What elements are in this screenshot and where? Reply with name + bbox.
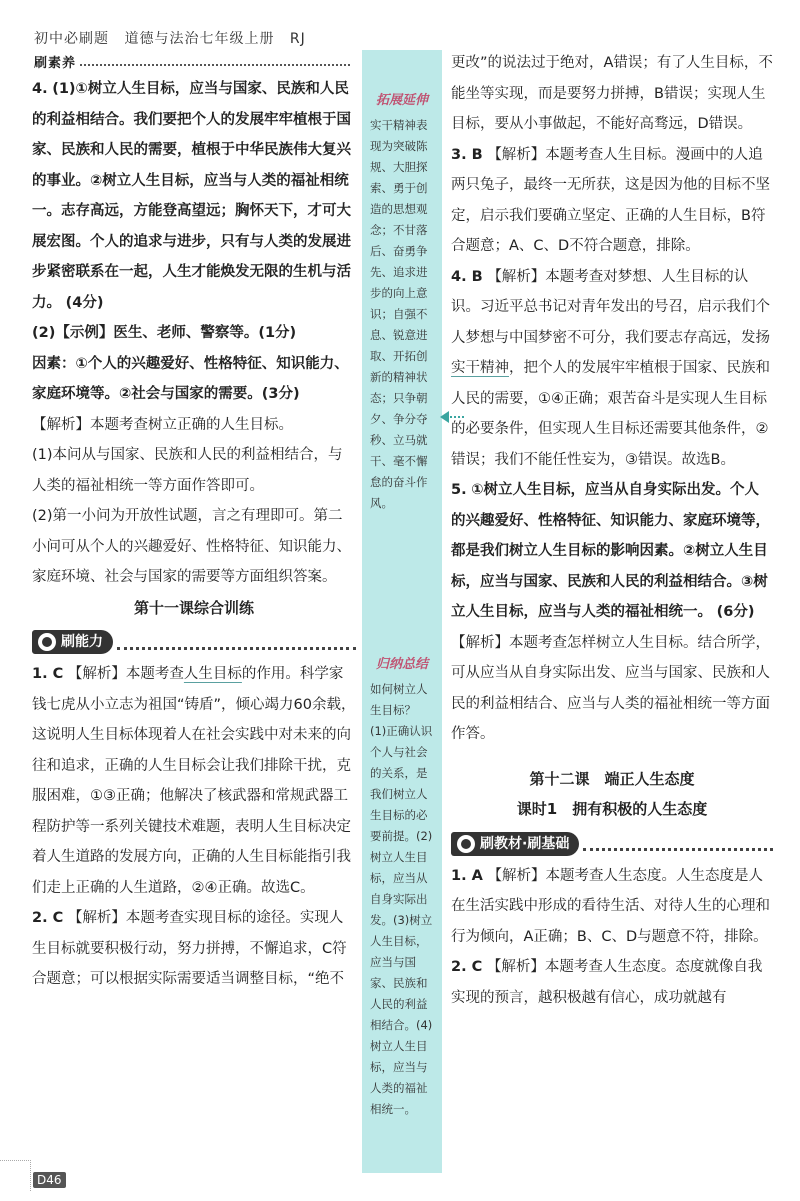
analysis-text: ，把个人的发展牢牢植根于国家、民族和人民的需要，①④正确；艰苦奋斗是实现人生目标的必要条件，但实现人生目标还需要其他条件，②错误；我们不能任性妄为，③错误。故选B。 — [451, 360, 770, 468]
q4-answer — [451, 262, 773, 476]
badge-icon — [38, 633, 56, 651]
answer-text: 因素：①个人的兴趣爱好、性格特征、知识能力、家庭环境等。②社会与国家的需要。(3分) — [32, 355, 349, 402]
answer-text: (1)①树立人生目标，应当与国家、民族和人民的利益相结合。我们要把个人的发展牢牢植根于国家、民族和人民的需要，植根于中华民族伟大复兴的事业。②树立人生目标，应当与人类的福祉相统一。志存高远，方能登高望远；胸怀天下，才可大展宏图。个人的追求与进步，只有与人类的发展进步紧密联系在一起，人生才能焕发无限的生机与活力。 — [32, 81, 351, 311]
banner-label: 刷能力 — [61, 634, 103, 650]
analysis-text: (2)第一小问为开放性试题，言之有理即可。第二小问可从个人的兴趣爱好、性格特征、知识能力、家庭环境、社会与国家的需要等方面组织答案。 — [32, 508, 351, 585]
question-number: 5. — [451, 482, 467, 498]
q3-answer — [451, 140, 773, 262]
highlight-term: 实干精神 — [451, 360, 509, 376]
analysis-text: 【解析】本题考查人生态度。人生态度是人在生活实践中形成的看待生活、对待人生的心理和行为倾向，A正确；B、C、D与题意不符，排除。 — [451, 867, 770, 945]
q4-answer — [32, 74, 356, 318]
banner-label: 刷教材·刷基础 — [480, 835, 570, 852]
lesson-title: 第十二课 端正人生态度 — [529, 769, 695, 788]
series-name: 初中必刷题 — [34, 31, 109, 47]
corner-mark — [0, 1160, 31, 1191]
banner-badge — [32, 630, 113, 654]
question-number: 1. A — [451, 867, 483, 884]
q2-answer — [32, 903, 356, 995]
b2-answer — [451, 952, 773, 1013]
question-number: 2. C — [451, 959, 483, 975]
side-title-summary: 归纳总结 — [375, 657, 428, 672]
dotted-divider — [583, 836, 773, 851]
question-number: 1. C — [32, 666, 64, 682]
edition-label: RJ — [289, 31, 306, 47]
question-number: 4. — [32, 81, 48, 97]
highlight-term: 人生目标 — [183, 666, 242, 682]
side-text-summary: (1)正确认识个人与社会的关系，是我们树立人生目标的必要前提。(2)树立人生目标，应当从自身实际出发。(3)树立人生目标，应当与国家、民族和人民的利益相结合。(4)树立人生目标，应当与人类的福祉相统一。 — [370, 724, 433, 1116]
analysis-text: 【解析】本题考查对梦想、人生目标的认识。习近平总书记对青年发出的号召，启示我们个人梦想与中国梦密不可分，我们要志存高远，发扬 — [451, 268, 770, 346]
score: (4分) — [65, 294, 104, 311]
analysis-text: (1)本问从与国家、民族和人民的利益相结合，与人类的福祉相统一等方面作答即可。 — [32, 447, 343, 494]
banner-badge — [451, 832, 579, 856]
lesson-title: 第十一课综合训练 — [133, 598, 254, 617]
score: (6分) — [716, 604, 755, 620]
right-column — [451, 48, 773, 1013]
analysis-text: 【解析】本题考查树立正确的人生目标。 — [32, 416, 293, 433]
analysis-text: 的作用。科学家钱七虎从小立志为祖国“铸盾”，倾心竭力60余载，这说明人生目标体现着人在社会实践中对未来的向往和追求，正确的人生目标会让我们排除干扰，克服困难，①③正确；他解决了核武器和常规武器工程防护等一系列关键技术难题，表明人生目标决定着人生道路的发展方向，正确的人生目标能指引我们走上正确的人生道路，②④正确。故选C。 — [32, 666, 356, 896]
b1-answer — [451, 861, 773, 953]
analysis-text: 【解析】本题考查实现目标的途径。实现人生目标就要积极行动，努力拼搏，不懈追求，C符合题意；可以根据实际需要适当调整目标，“绝不 — [32, 910, 347, 987]
section-banner — [451, 831, 773, 857]
lesson-subtitle: 课时1 拥有积极的人生态度 — [516, 800, 708, 818]
left-column — [32, 56, 356, 995]
q1-answer — [32, 659, 356, 903]
question-number: 2. C — [32, 910, 64, 926]
badge-icon — [457, 835, 475, 853]
side-title-extension: 拓展延伸 — [375, 93, 428, 108]
analysis-text: 【解析】本题考查人生目标。漫画中的人追两只兔子，最终一无所获，这是因为他的目标不坚定，启示我们要确立坚定、正确的人生目标，B符合题意；A、C、D不符合题意，排除。 — [451, 146, 770, 254]
book-title: 道德与法治七年级上册 — [124, 31, 275, 47]
q5-answer — [451, 475, 773, 628]
page-header — [34, 28, 316, 48]
side-text-extension: 实干精神表现为突破陈规、大胆探索、勇于创造的思想观念；不甘落后、奋勇争先、追求进步的向上意识；自强不息、锐意进取、开拓创新的精神状态；只争朝夕、争分夺秒、立马就干、毫不懈怠的奋斗作风。 — [370, 118, 428, 510]
analysis-text: 【解析】本题考查怎样树立人生目标。结合所学，可从应当从自身实际出发、应当与国家、民族和人民的利益相结合、应当与人类的福祉相统一等方面作答。 — [451, 634, 770, 742]
analysis-text: 【解析】本题考查人生态度。态度就像自我实现的预言，越积极越有信心，成功就越有 — [451, 959, 763, 1006]
section-banner — [32, 629, 356, 655]
question-number: 3. B — [451, 146, 483, 163]
side-notes-strip — [362, 50, 442, 1173]
analysis-text: 【解析】本题考查 — [67, 666, 184, 682]
top-banner-label: 刷素养 — [34, 55, 77, 71]
side-question: 如何树立人生目标？ — [370, 682, 428, 717]
continued-text: 更改”的说法过于绝对，A错误；有了人生目标，不能坐等实现，而是要努力拼搏，B错误；实现人生目标，要从小事做起，不能好高骛远，D错误。 — [451, 55, 773, 132]
answer-text: (2)【示例】医生、老师、警察等。(1分) — [32, 325, 297, 341]
question-number: 4. B — [451, 268, 483, 285]
dotted-divider — [117, 635, 356, 650]
page-number: D46 — [33, 1172, 66, 1188]
answer-text: ①树立人生目标，应当从自身实际出发。个人的兴趣爱好、性格特征、知识能力、家庭环境等，都是我们树立人生目标的影响因素。②树立人生目标，应当与国家、民族和人民的利益相结合。③树立人生目标，应当与人类的福祉相统一。 — [451, 482, 770, 620]
